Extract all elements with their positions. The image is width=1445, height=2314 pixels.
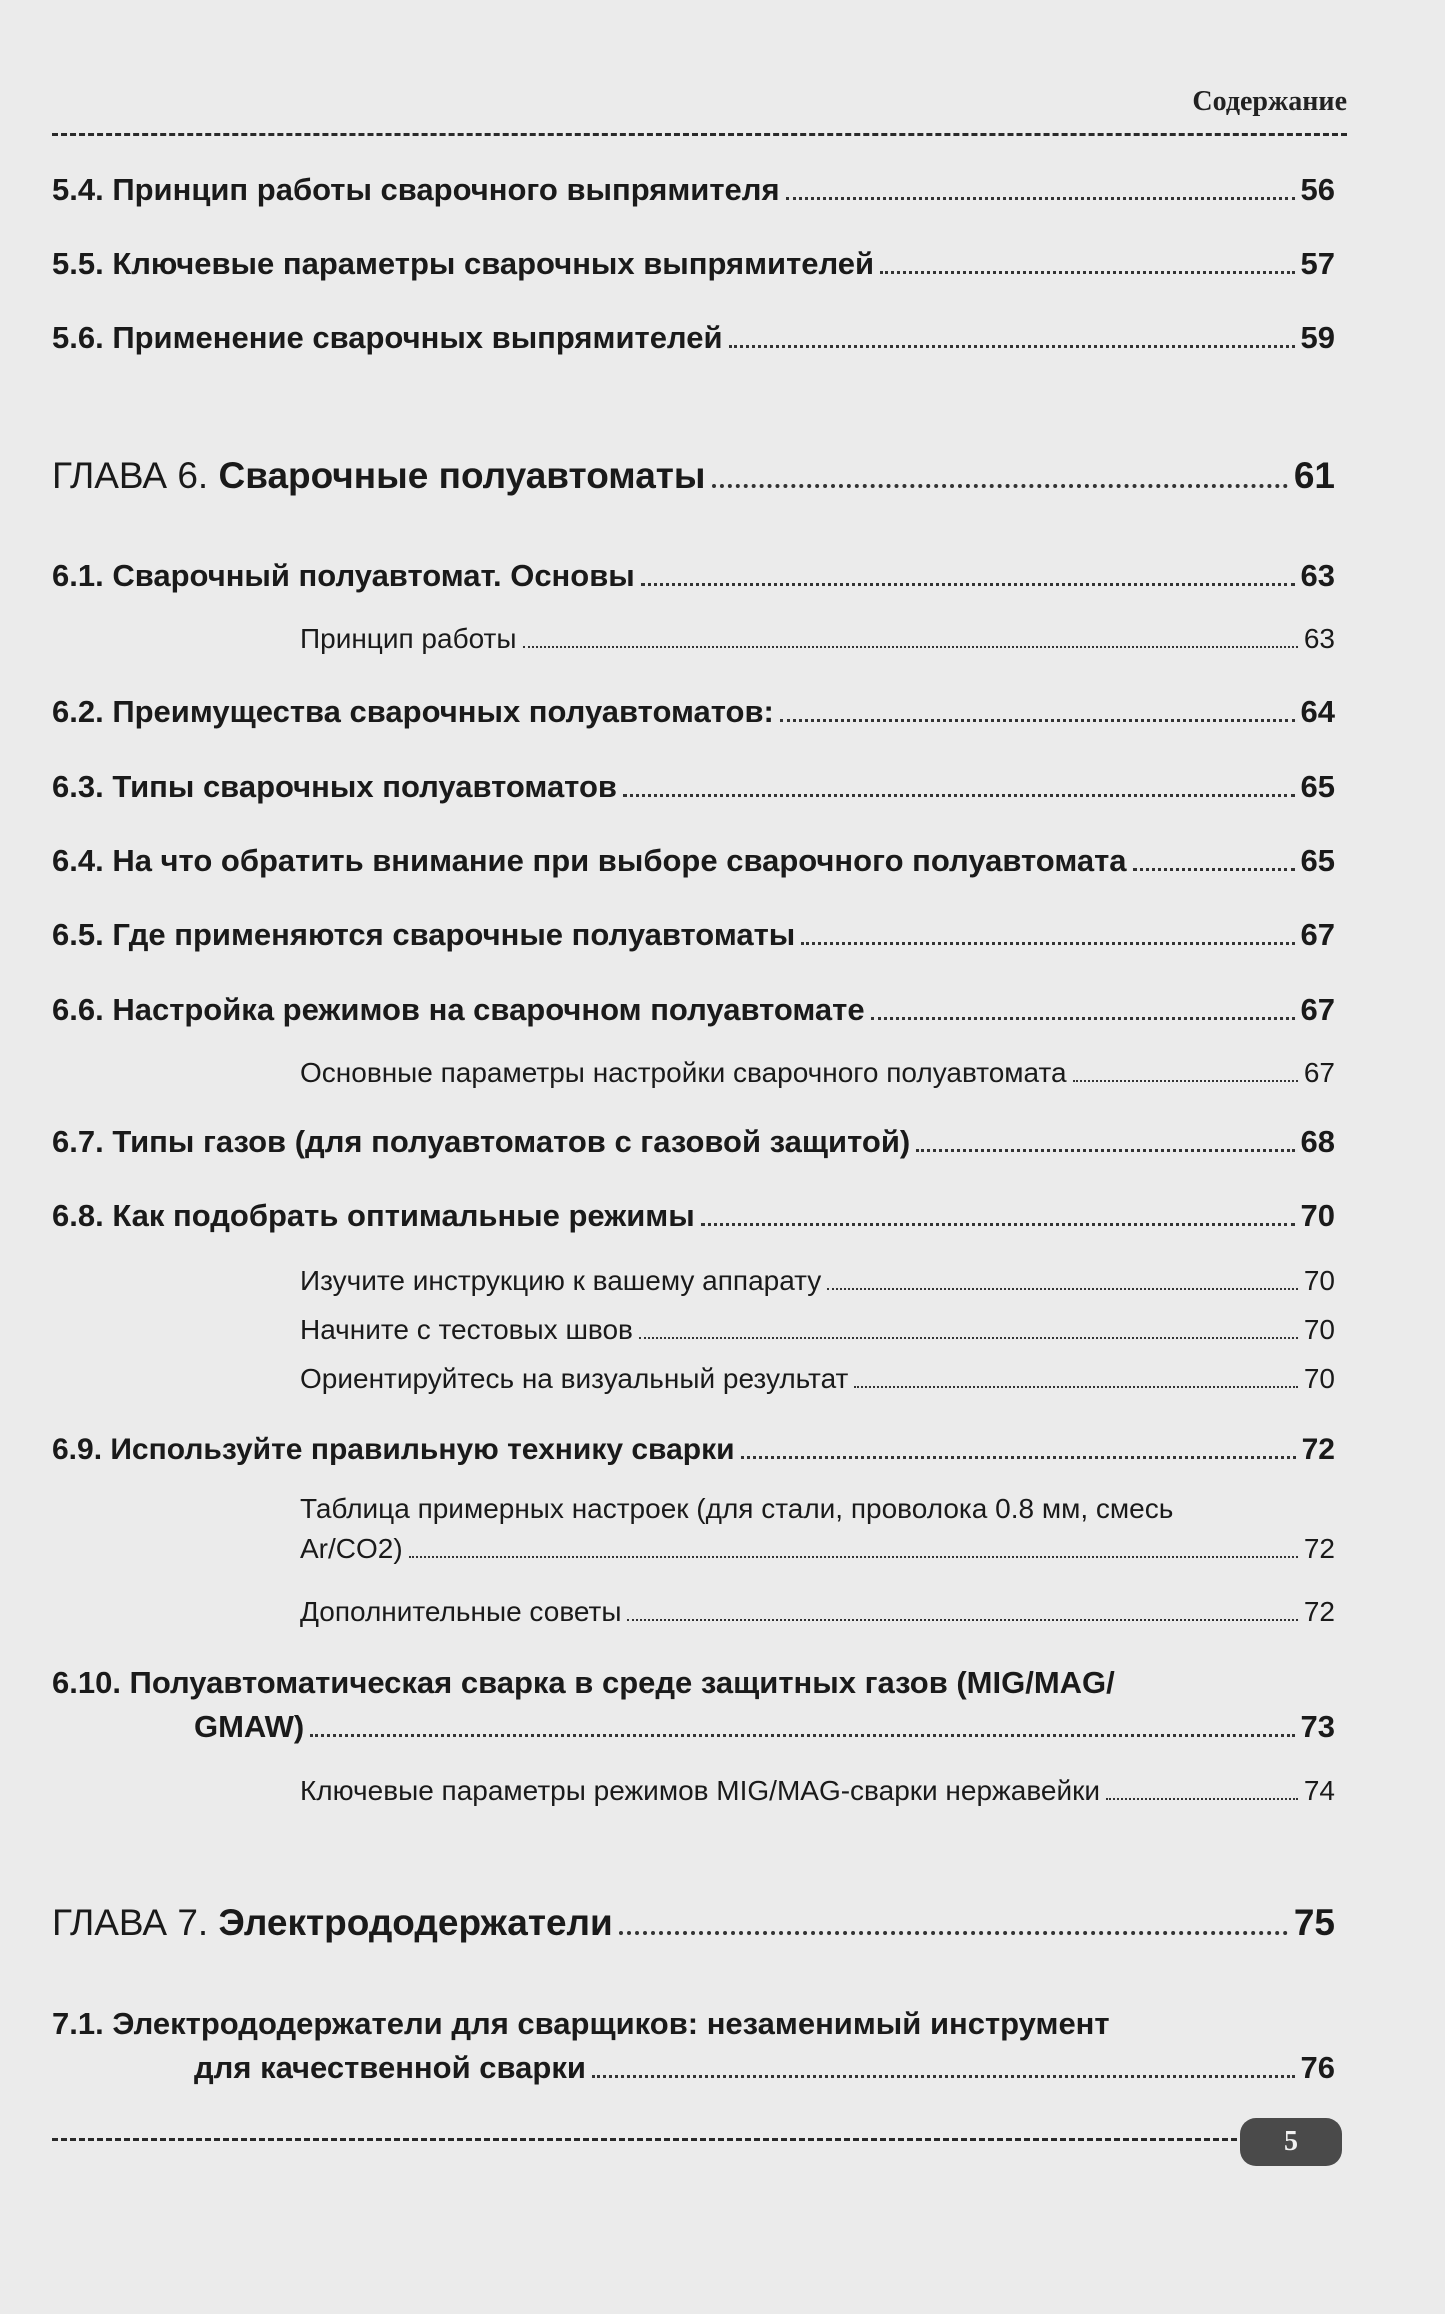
toc-entry-6-10[interactable] bbox=[52, 1665, 1335, 1745]
toc-subentry-6-8-3[interactable] bbox=[300, 1363, 1335, 1395]
toc-entry-page: 72 bbox=[1303, 1596, 1335, 1627]
toc-chapter-7[interactable] bbox=[52, 1902, 1335, 1944]
toc-chapter-6[interactable] bbox=[52, 455, 1335, 497]
toc-entry-6-1[interactable] bbox=[52, 558, 1335, 594]
toc-subentry-6-1-1[interactable] bbox=[300, 623, 1335, 655]
toc-subentry-6-9-2[interactable] bbox=[300, 1596, 1335, 1628]
toc-entry-5-4[interactable] bbox=[52, 172, 1335, 208]
chapter-title: Электрододержатели bbox=[218, 1902, 613, 1943]
leader-dots bbox=[619, 1931, 1288, 1935]
leader-dots bbox=[409, 1556, 1298, 1558]
toc-entry-6-2[interactable] bbox=[52, 694, 1335, 730]
leader-dots bbox=[639, 1337, 1298, 1339]
toc-entry-title: 5.6. Применение сварочных выпрямителей bbox=[52, 320, 723, 355]
leader-dots bbox=[916, 1149, 1294, 1152]
leader-dots bbox=[1133, 868, 1295, 871]
toc-entry-title: Ключевые параметры режимов MIG/MAG-сварки нержавейки bbox=[300, 1775, 1101, 1806]
toc-entry-page: 67 bbox=[1300, 992, 1335, 1027]
toc-entry-page: 63 bbox=[1300, 558, 1335, 593]
toc-entry-title-line2: для качественной сварки bbox=[194, 2050, 586, 2085]
leader-dots bbox=[786, 197, 1295, 200]
leader-dots bbox=[641, 583, 1295, 586]
leader-dots bbox=[592, 2075, 1295, 2078]
toc-entry-5-6[interactable] bbox=[52, 320, 1335, 356]
toc-entry-page: 65 bbox=[1300, 843, 1335, 878]
toc-entry-page: 70 bbox=[1300, 1198, 1335, 1233]
toc-entry-title: 6.4. На что обратить внимание при выборе сварочного полуавтомата bbox=[52, 843, 1127, 878]
toc-subentry-6-8-1[interactable] bbox=[300, 1265, 1335, 1297]
toc-entry-page: 72 bbox=[1303, 1533, 1335, 1564]
toc-entry-title: 6.5. Где применяются сварочные полуавтоматы bbox=[52, 917, 796, 952]
page-number-badge: 5 bbox=[1240, 2118, 1342, 2166]
toc-entry-title: 6.7. Типы газов (для полуавтоматов с газовой защитой) bbox=[52, 1124, 911, 1159]
leader-dots bbox=[871, 1017, 1295, 1020]
toc-entry-title-line1: 6.10. Полуавтоматическая сварка в среде защитных газов (MIG/MAG/ bbox=[52, 1665, 1115, 1700]
leader-dots bbox=[780, 719, 1295, 722]
toc-entry-page: 68 bbox=[1300, 1124, 1335, 1159]
top-divider bbox=[52, 133, 1347, 136]
toc-entry-title: 6.6. Настройка режимов на сварочном полуавтомате bbox=[52, 992, 865, 1027]
leader-dots bbox=[712, 484, 1288, 488]
leader-dots bbox=[1073, 1080, 1298, 1082]
leader-dots bbox=[880, 271, 1294, 274]
toc-entry-6-3[interactable] bbox=[52, 769, 1335, 805]
running-head: Содержание bbox=[1192, 86, 1347, 117]
toc-entry-page: 61 bbox=[1293, 455, 1335, 496]
toc-entry-page: 72 bbox=[1301, 1433, 1335, 1466]
toc-entry-title-line1: Таблица примерных настроек (для стали, проволока 0.8 мм, смесь bbox=[300, 1493, 1174, 1524]
toc-entry-6-4[interactable] bbox=[52, 843, 1335, 879]
toc-entry-title: 6.1. Сварочный полуавтомат. Основы bbox=[52, 558, 635, 593]
toc-entry-page: 64 bbox=[1300, 694, 1335, 729]
toc-entry-title: Принцип работы bbox=[300, 623, 517, 654]
toc-entry-6-5[interactable] bbox=[52, 917, 1335, 953]
toc-entry-title: Изучите инструкцию к вашему аппарату bbox=[300, 1265, 822, 1296]
toc-entry-title: 5.4. Принцип работы сварочного выпрямителя bbox=[52, 172, 780, 207]
toc-subentry-6-8-2[interactable] bbox=[300, 1314, 1335, 1346]
toc-subentry-6-9-1[interactable] bbox=[300, 1493, 1335, 1565]
leader-dots bbox=[854, 1386, 1297, 1388]
toc-entry-6-9[interactable] bbox=[52, 1433, 1335, 1467]
toc-entry-6-6[interactable] bbox=[52, 992, 1335, 1028]
leader-dots bbox=[1106, 1798, 1298, 1800]
toc-entry-title: 6.3. Типы сварочных полуавтоматов bbox=[52, 769, 617, 804]
toc-entry-page: 70 bbox=[1303, 1363, 1335, 1394]
toc-entry-page: 70 bbox=[1303, 1265, 1335, 1296]
toc-entry-page: 76 bbox=[1300, 2050, 1335, 2085]
chapter-prefix: ГЛАВА 6. bbox=[52, 455, 219, 496]
toc-entry-page: 67 bbox=[1300, 917, 1335, 952]
toc-entry-page: 63 bbox=[1303, 623, 1335, 654]
leader-dots bbox=[801, 942, 1294, 945]
bottom-divider bbox=[52, 2138, 1327, 2141]
toc-entry-5-5[interactable] bbox=[52, 246, 1335, 282]
leader-dots bbox=[623, 794, 1295, 797]
toc-entry-title: 5.5. Ключевые параметры сварочных выпрямителей bbox=[52, 246, 875, 281]
toc-entry-page: 56 bbox=[1300, 172, 1335, 207]
toc-entry-7-1[interactable] bbox=[52, 2006, 1335, 2086]
leader-dots bbox=[627, 1619, 1297, 1621]
toc-entry-page: 59 bbox=[1300, 320, 1335, 355]
toc-entry-page: 65 bbox=[1300, 769, 1335, 804]
toc-entry-title-line2: GMAW) bbox=[194, 1709, 305, 1744]
toc-entry-title: 6.8. Как подобрать оптимальные режимы bbox=[52, 1198, 695, 1233]
toc-entry-title: Основные параметры настройки сварочного полуавтомата bbox=[300, 1057, 1067, 1088]
leader-dots bbox=[523, 646, 1298, 648]
toc-entry-page: 67 bbox=[1303, 1057, 1335, 1088]
toc-entry-6-8[interactable] bbox=[52, 1198, 1335, 1234]
toc-entry-page: 74 bbox=[1303, 1775, 1335, 1806]
leader-dots bbox=[310, 1734, 1294, 1737]
toc-subentry-6-6-1[interactable] bbox=[300, 1057, 1335, 1089]
toc-entry-page: 75 bbox=[1293, 1902, 1335, 1943]
toc-entry-page: 70 bbox=[1303, 1314, 1335, 1345]
toc-entry-title: Начните с тестовых швов bbox=[300, 1314, 633, 1345]
leader-dots bbox=[827, 1288, 1298, 1290]
toc-entry-6-7[interactable] bbox=[52, 1124, 1335, 1160]
chapter-title: Сварочные полуавтоматы bbox=[218, 455, 706, 496]
toc-subentry-6-10-1[interactable] bbox=[300, 1775, 1335, 1807]
chapter-prefix: ГЛАВА 7. bbox=[52, 1902, 219, 1943]
leader-dots bbox=[741, 1456, 1296, 1459]
leader-dots bbox=[701, 1223, 1295, 1226]
toc-entry-title-line2: Ar/CO2) bbox=[300, 1533, 403, 1564]
leader-dots bbox=[729, 345, 1295, 348]
toc-entry-title: 6.2. Преимущества сварочных полуавтоматов: bbox=[52, 694, 774, 729]
toc-entry-page: 73 bbox=[1300, 1709, 1335, 1744]
toc-entry-title: Дополнительные советы bbox=[300, 1596, 622, 1627]
toc-entry-title-line1: 7.1. Электрододержатели для сварщиков: незаменимый инструмент bbox=[52, 2006, 1110, 2041]
toc-entry-page: 57 bbox=[1300, 246, 1335, 281]
toc-entry-title: Ориентируйтесь на визуальный результат bbox=[300, 1363, 849, 1394]
toc-entry-title: 6.9. Используйте правильную технику сварки bbox=[52, 1433, 735, 1466]
